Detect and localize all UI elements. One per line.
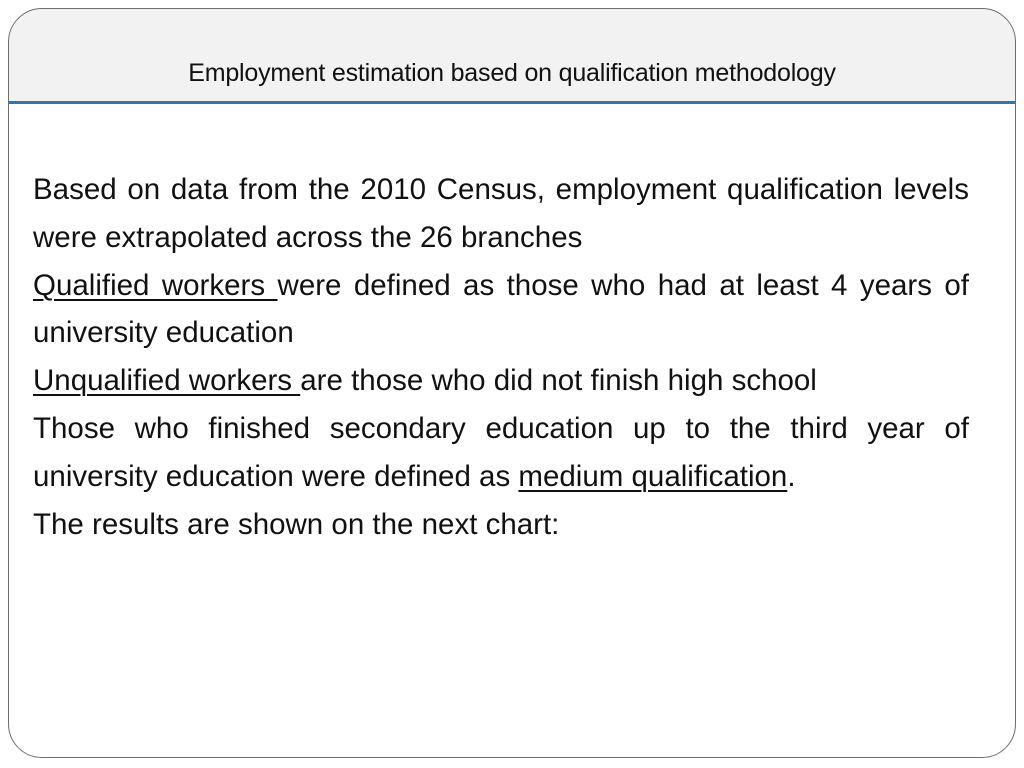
unqualified-workers-term: Unqualified workers [33, 364, 301, 398]
qualified-definition: were defined as those who had at least 4 years of university education [33, 268, 970, 350]
census-text: Based on data from the 2010 Census, employment qualification levels were extrapolated across the 26 branches [33, 173, 969, 254]
slide-body [33, 166, 969, 548]
paragraph-qualified [33, 262, 969, 358]
title-divider [8, 101, 1016, 104]
slide-title: Employment estimation based on qualification methodology [188, 59, 836, 87]
paragraph-medium [33, 405, 969, 501]
medium-definition: Those who finished secondary education up to the third year of university education were defined as [33, 411, 969, 493]
qualified-workers-term: Qualified workers [33, 268, 278, 302]
unqualified-definition: are those who did not finish high school [300, 364, 817, 398]
slide [8, 8, 1016, 758]
results-text: The results are shown on the next chart: [33, 507, 560, 541]
paragraph-unqualified [33, 357, 969, 405]
paragraph-census [33, 166, 969, 262]
title-bar [9, 9, 1015, 103]
paragraph-results [33, 501, 969, 549]
medium-qualification-term: medium qualification [518, 459, 788, 493]
medium-period: . [787, 459, 796, 493]
